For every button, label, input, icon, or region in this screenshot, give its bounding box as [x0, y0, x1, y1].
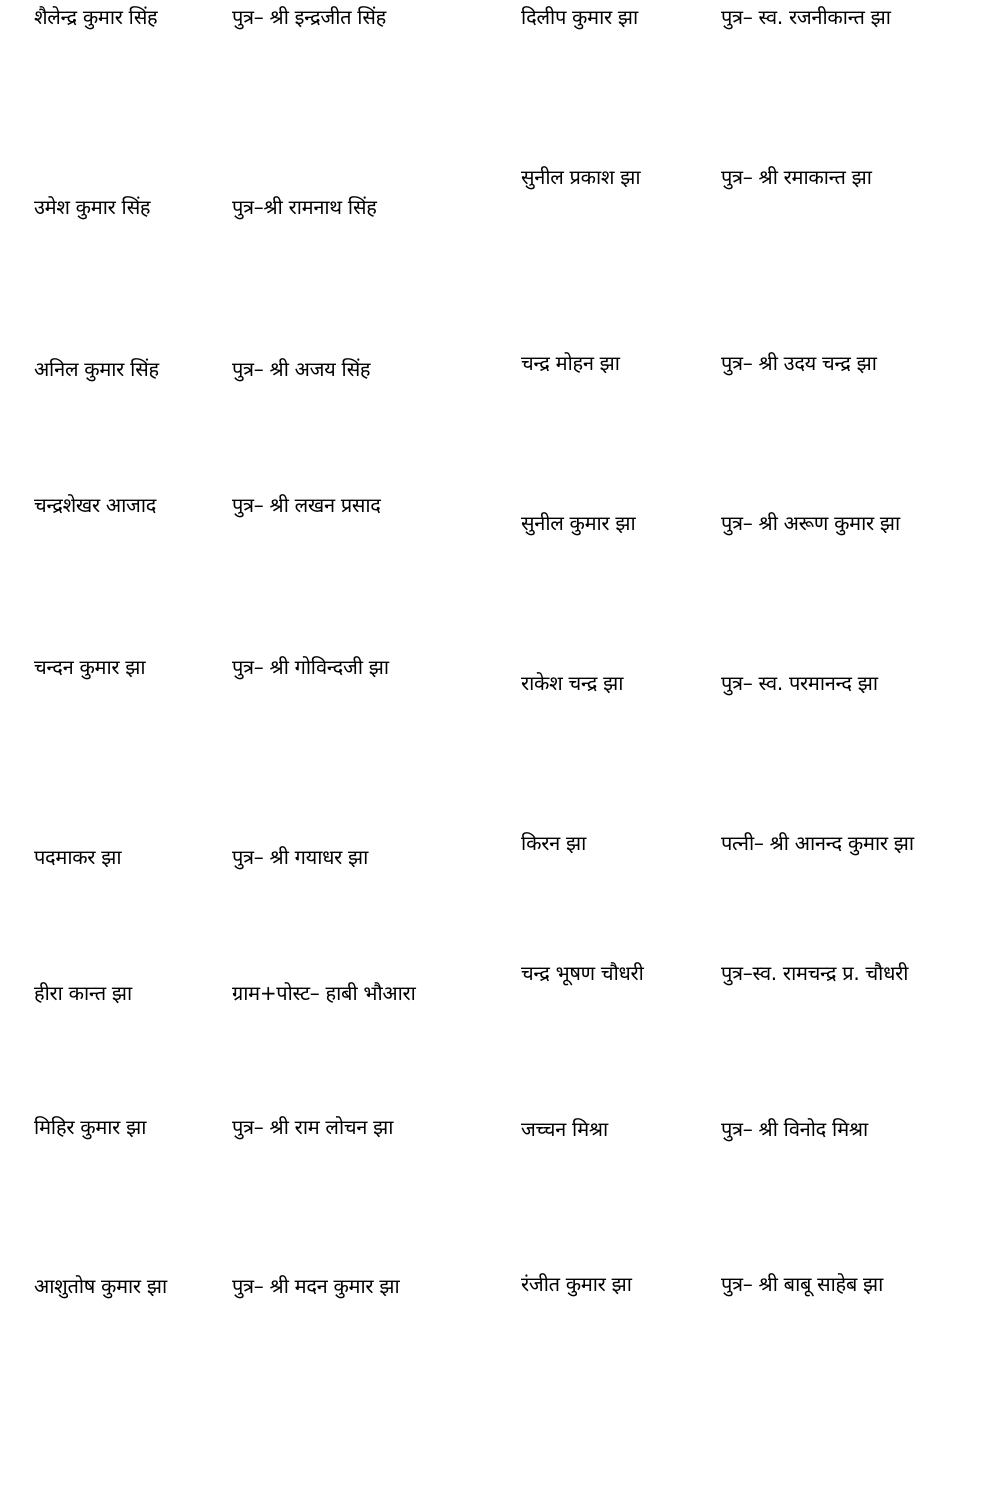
left-relation: पुत्र– श्री गोविन्दजी झा [232, 655, 389, 679]
right-name: रंजीत कुमार झा [521, 1272, 632, 1296]
left-relation: पुत्र– श्री राम लोचन झा [232, 1115, 394, 1139]
right-relation: पत्नी– श्री आनन्द कुमार झा [721, 831, 914, 855]
left-relation: पुत्र– श्री गयाधर झा [232, 845, 369, 869]
left-name: आशुतोष कुमार झा [34, 1274, 167, 1298]
right-relation: पुत्र– श्री उदय चन्द्र झा [721, 351, 877, 375]
left-relation: पुत्र– श्री अजय सिंह [232, 357, 371, 381]
right-name: किरन झा [521, 831, 586, 855]
left-relation: पुत्र– श्री इन्द्रजीत सिंह [232, 5, 386, 29]
right-relation: पुत्र–स्व. रामचन्द्र प्र. चौधरी [721, 961, 909, 985]
right-relation: पुत्र– श्री अरूण कुमार झा [721, 511, 900, 535]
left-name: उमेश कुमार सिंह [34, 195, 151, 219]
left-name: चन्दन कुमार झा [34, 655, 146, 679]
right-relation: पुत्र– श्री विनोद मिश्रा [721, 1117, 868, 1141]
right-relation: पुत्र– स्व. रजनीकान्त झा [721, 5, 891, 29]
left-name: मिहिर कुमार झा [34, 1115, 147, 1139]
left-relation: पुत्र–श्री रामनाथ सिंह [232, 195, 377, 219]
right-relation: पुत्र– श्री बाबू साहेब झा [721, 1272, 884, 1296]
left-relation: ग्राम+पोस्ट– हाबी भौआरा [232, 981, 416, 1005]
left-name: शैलेन्द्र कुमार सिंह [34, 5, 158, 29]
right-name: चन्द्र भूषण चौधरी [521, 961, 644, 985]
right-relation: पुत्र– श्री रमाकान्त झा [721, 165, 872, 189]
right-name: दिलीप कुमार झा [521, 5, 638, 29]
right-name: राकेश चन्द्र झा [521, 671, 624, 695]
right-name: चन्द्र मोहन झा [521, 351, 620, 375]
right-name: सुनील कुमार झा [521, 511, 636, 535]
left-relation: पुत्र– श्री मदन कुमार झा [232, 1274, 400, 1298]
right-name: सुनील प्रकाश झा [521, 165, 641, 189]
left-name: पदमाकर झा [34, 845, 122, 869]
left-name: हीरा कान्त झा [34, 981, 132, 1005]
right-relation: पुत्र– स्व. परमानन्द झा [721, 671, 878, 695]
left-relation: पुत्र– श्री लखन प्रसाद [232, 493, 381, 517]
left-name: अनिल कुमार सिंह [34, 357, 159, 381]
right-name: जच्चन मिश्रा [521, 1117, 608, 1141]
left-name: चन्द्रशेखर आजाद [34, 493, 157, 517]
